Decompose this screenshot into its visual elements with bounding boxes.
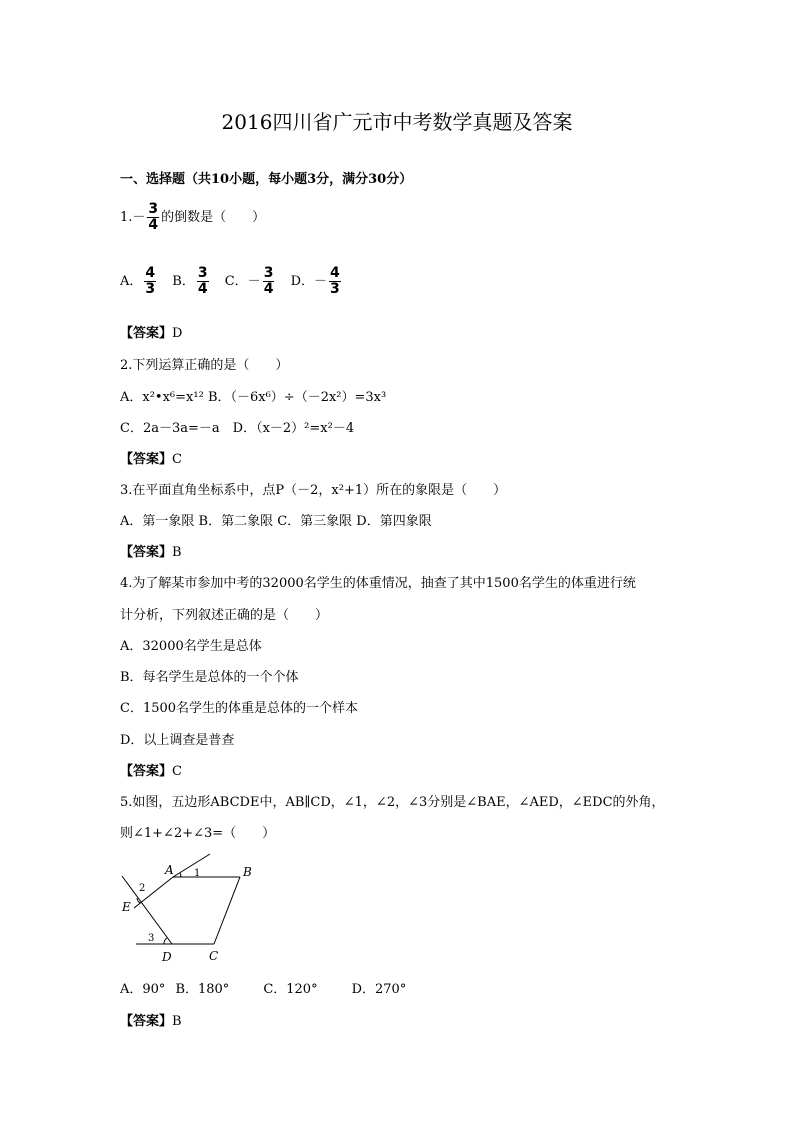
q1-option-d-fraction: [329, 266, 341, 297]
q2-option-d: D．（x－2）²=x²－4: [232, 421, 355, 436]
q1-option-b-label: B．: [172, 274, 195, 289]
q1-option-a-den: 3: [145, 281, 156, 297]
q3-answer: [120, 541, 182, 560]
q1-option-a-label: A．: [120, 274, 143, 289]
extension-line-a: [173, 854, 210, 877]
pentagon-figure: [110, 848, 280, 968]
q1-answer: [120, 322, 182, 341]
label-c: C: [209, 949, 219, 963]
q1-option-d-num: 4: [330, 265, 340, 281]
q1-frac-num: 3: [148, 201, 159, 217]
q2-answer-value: C: [172, 452, 182, 467]
q2-answer-label: 【答案】: [120, 452, 173, 467]
q2-option-c: C．2a－3a=－a: [120, 421, 220, 436]
q1-option-c-label: C．: [224, 274, 248, 289]
q1-suffix: 的倒数是（ ）: [161, 210, 266, 225]
label-a: A: [165, 863, 174, 877]
q1-frac-den: 4: [148, 217, 159, 233]
label-d: D: [162, 950, 172, 964]
q1-option-a: [120, 265, 158, 297]
q1-option-d-sign: －: [314, 274, 328, 289]
q1-option-b-num: 3: [197, 265, 208, 281]
label-angle-2: 2: [139, 883, 146, 894]
q2-option-a: A．x²•x⁶=x¹²: [120, 390, 204, 405]
question-4-stem-2: 计分析，下列叙述正确的是（ ）: [120, 608, 329, 623]
q5-answer-label: 【答案】: [120, 1014, 173, 1029]
label-angle-1: 1: [194, 868, 201, 879]
label-b: B: [243, 865, 252, 879]
q5-option-c: C．120°: [263, 982, 318, 997]
q1-option-b-den: 4: [197, 281, 208, 297]
q2-option-b: B．（－6x⁶）÷（－2x²）=3x³: [207, 390, 387, 405]
q2-answer: [120, 448, 182, 467]
q5-option-a: A．90°: [120, 982, 166, 997]
question-2-options-ab: [120, 386, 386, 405]
q1-option-c-num: 3: [263, 265, 274, 281]
q4-option-d: D．以上调查是普查: [120, 733, 235, 748]
angle-3-arc: [164, 938, 167, 944]
question-1-options: [120, 266, 353, 297]
q1-option-d-label: D．: [290, 274, 315, 289]
q1-prefix: 1.－: [120, 210, 146, 225]
q5-option-b: B．180°: [175, 982, 230, 997]
question-4-stem-1: 4.为了解某市参加中考的32000名学生的体重情况，抽查了其中1500名学生的体重进行统: [120, 576, 636, 591]
q4-option-b: B．每名学生是总体的一个个体: [120, 670, 299, 685]
q5-answer: [120, 1010, 182, 1029]
q5-answer-value: B: [172, 1014, 182, 1029]
q1-fraction: [147, 202, 159, 233]
question-3-options: A．第一象限 B．第二象限 C．第三象限 D．第四象限: [120, 514, 432, 529]
q5-option-d: D．270°: [351, 982, 407, 997]
q1-option-b-fraction: [197, 266, 209, 297]
question-2-options-cd: [120, 417, 354, 436]
question-1-stem: [120, 202, 265, 233]
q1-option-a-num: 4: [145, 265, 156, 281]
section-heading: 一、选择题（共10小题，每小题3分，满分30分）: [120, 172, 413, 187]
q4-answer: [120, 760, 182, 779]
q1-option-a-fraction: [144, 266, 156, 297]
question-5-options: [120, 978, 406, 997]
q4-answer-value: C: [172, 764, 182, 779]
q1-option-d-den: 3: [330, 281, 340, 297]
q4-option-a: A．32000名学生是总体: [120, 639, 262, 654]
label-angle-3: 3: [148, 933, 155, 944]
q3-answer-value: B: [172, 545, 182, 560]
q1-option-b: [172, 265, 210, 297]
q1-option-c-fraction: [263, 266, 275, 297]
page-title: 2016四川省广元市中考数学真题及答案: [221, 110, 573, 134]
q1-answer-label: 【答案】: [120, 326, 173, 341]
q1-option-c: [224, 265, 277, 297]
segment-bc: [214, 877, 240, 944]
question-5-stem-1: 5.如图，五边形ABCDE中，AB∥CD，∠1，∠2，∠3分别是∠BAE，∠AED，∠EDC的外角，: [120, 795, 665, 810]
q3-answer-label: 【答案】: [120, 545, 173, 560]
question-5-stem-2: 则∠1+∠2+∠3=（ ）: [120, 826, 276, 841]
q1-answer-value: D: [172, 326, 183, 341]
q1-option-c-den: 4: [263, 281, 274, 297]
q1-option-c-sign: －: [247, 274, 261, 289]
q1-option-d: [290, 265, 343, 297]
question-2-stem: 2.下列运算正确的是（ ）: [120, 358, 289, 373]
question-3-stem: 3.在平面直角坐标系中，点P（－2，x²+1）所在的象限是（ ）: [120, 483, 507, 498]
angle-1-arc: [180, 873, 181, 877]
q4-answer-label: 【答案】: [120, 764, 173, 779]
q4-option-c: C．1500名学生的体重是总体的一个样本: [120, 701, 359, 716]
label-e: E: [122, 900, 131, 914]
